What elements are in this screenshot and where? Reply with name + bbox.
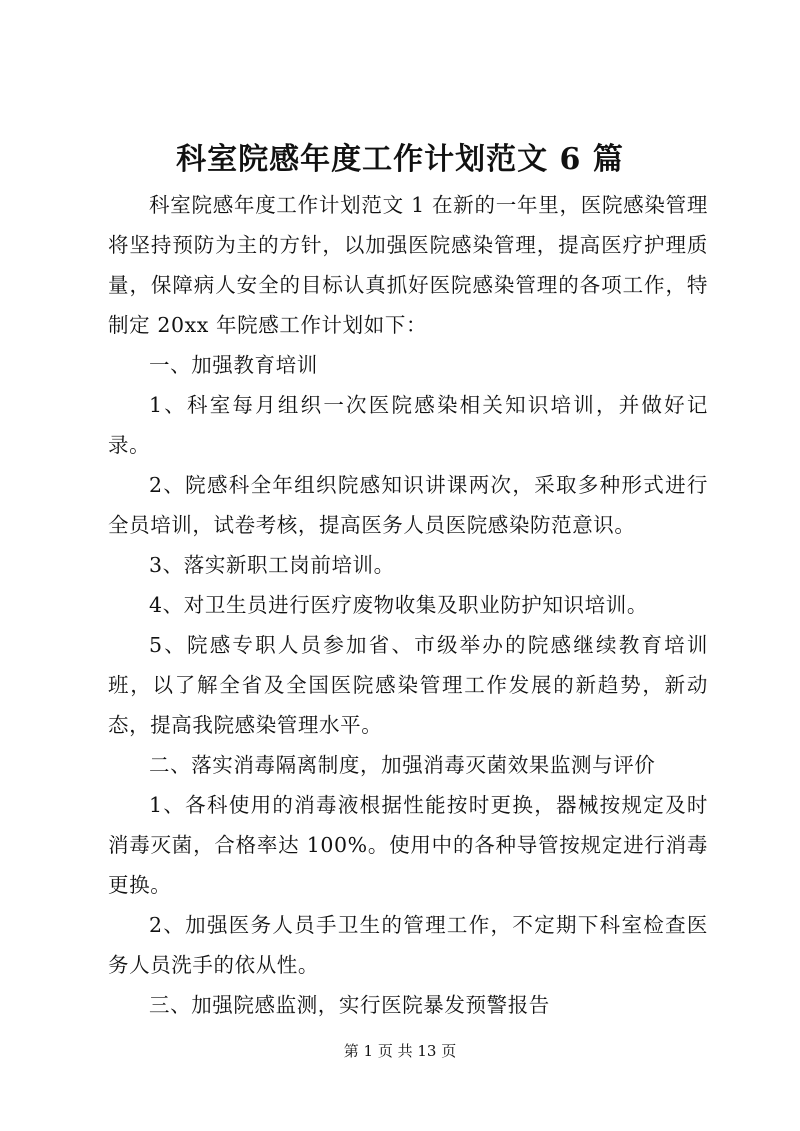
paragraph-item: 2、加强医务人员手卫生的管理工作，不定期下科室检查医务人员洗手的依从性。: [108, 913, 708, 977]
document-title: 科室院感年度工作计划范文 6 篇: [176, 142, 624, 177]
paragraph-item: 3、落实新职工岗前培训。: [149, 553, 395, 577]
section-heading-1: 一、加强教育培训: [149, 353, 318, 377]
section-heading-2: 二、落实消毒隔离制度，加强消毒灭菌效果监测与评价: [149, 753, 656, 777]
paragraph-item: 1、科室每月组织一次医院感染相关知识培训，并做好记录。: [108, 393, 708, 457]
paragraph-item: 2、院感科全年组织院感知识讲课两次，采取多种形式进行全员培训，试卷考核，提高医务人员医院感染防范意识。: [108, 473, 708, 537]
paragraph-item: 4、对卫生员进行医疗废物收集及职业防护知识培训。: [149, 593, 648, 617]
paragraph-item: 5、院感专职人员参加省、市级举办的院感继续教育培训班，以了解全省及全国医院感染管理工作发展的新趋势，新动态，提高我院感染管理水平。: [108, 633, 708, 737]
paragraph-item: 1、各科使用的消毒液根据性能按时更换，器械按规定及时消毒灭菌，合格率达 100%。使用中的各种导管按规定进行消毒更换。: [108, 793, 708, 897]
paragraph-intro: 科室院感年度工作计划范文 1 在新的一年里，医院感染管理将坚持预防为主的方针，以加强医院感染管理，提高医疗护理质量，保障病人安全的目标认真抓好医院感染管理的各项工作，特制定 20xx 年院感工作计划如下：: [108, 193, 708, 337]
page-footer: 第 1 页 共 13 页: [343, 1042, 457, 1060]
document-body: [108, 185, 708, 1025]
section-heading-3: 三、加强院感监测，实行医院暴发预警报告: [149, 993, 550, 1017]
